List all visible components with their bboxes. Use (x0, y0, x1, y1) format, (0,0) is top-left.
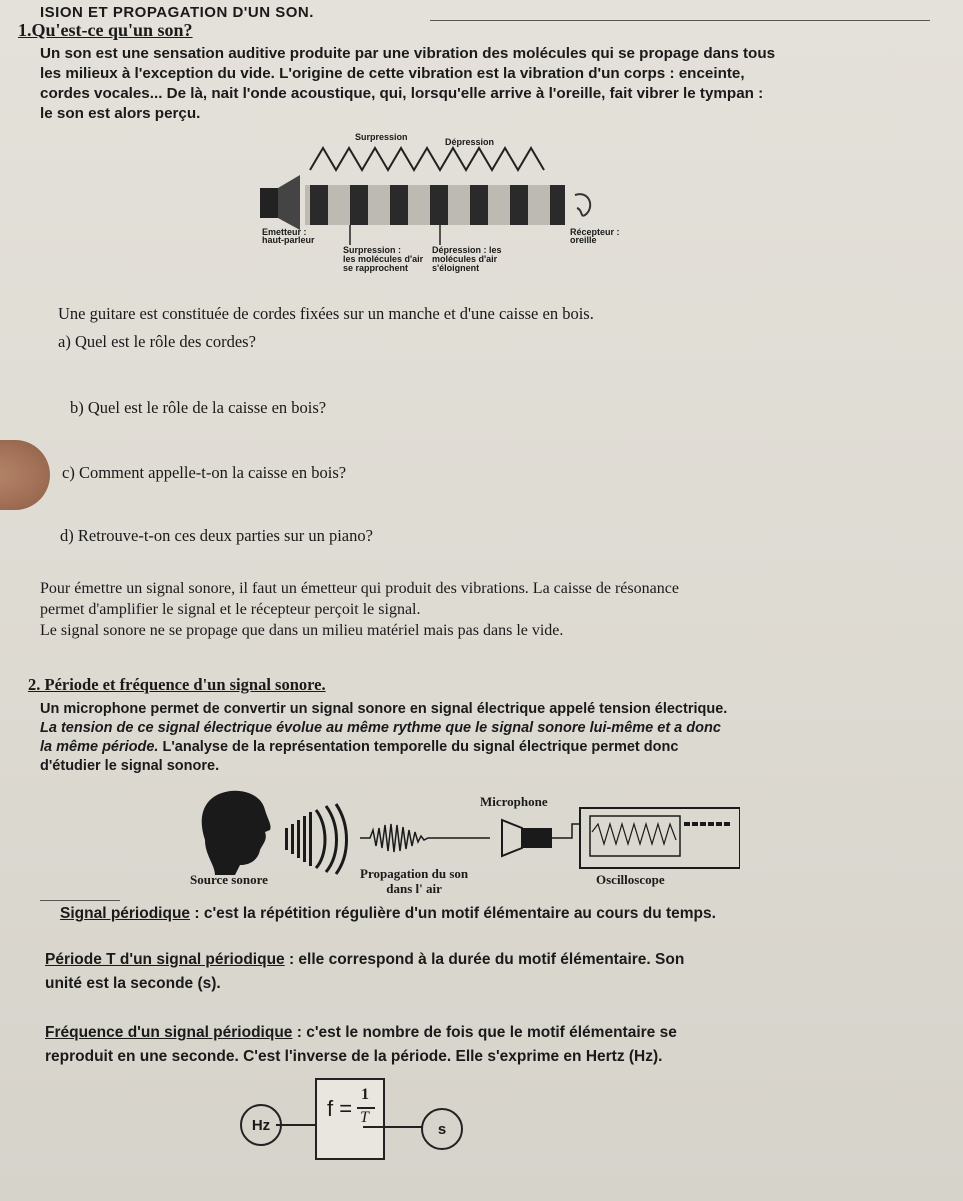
wave-line (310, 148, 544, 170)
label-oscilloscope: Oscilloscope (596, 872, 665, 887)
microphone-icon (502, 820, 522, 856)
question-c: c) Comment appelle-t-on la caisse en bois? (62, 463, 347, 482)
section1-summary (40, 578, 679, 641)
para-line-italic: La tension de ce signal électrique évolue au même rythme que le signal sonore lui-même et a donc (40, 720, 721, 736)
intro-line: cordes vocales... De là, nait l'onde acoustique, qui, lorsqu'elle arrive à l'oreille, fait vibrer le tympan : (40, 85, 764, 102)
intro-line: le son est alors perçu. (40, 105, 201, 122)
section1-heading: 1.Qu'est-ce qu'un son? (18, 20, 193, 40)
label-source: Source sonore (190, 872, 268, 887)
summary-line: Le signal sonore ne se propage que dans un milieu matériel mais pas dans le vide. (40, 622, 564, 639)
head-silhouette-icon (202, 791, 271, 875)
microphone-body (522, 828, 552, 848)
formula-box (315, 1078, 385, 1160)
oscilloscope-trace (592, 824, 676, 844)
oscilloscope-buttons (684, 822, 730, 826)
formula-denominator: T (360, 1109, 369, 1126)
propagation-wave (360, 824, 490, 852)
speaker-body (260, 188, 278, 218)
formula-lhs: f = (327, 1096, 353, 1121)
section2-heading: 2. Période et fréquence d'un signal sonore. (28, 675, 326, 694)
label-surpression-desc: Surpression : les molécules d'air se rapprochent (343, 245, 424, 273)
def-period: Période T d'un signal périodique : elle correspond à la durée du motif élémentaire. Son unité est la seconde (s). (45, 951, 685, 992)
microphone-cable (552, 824, 580, 838)
def-periodic-signal: Signal périodique : c'est la répétition régulière d'un motif élémentaire au cours du temps. (60, 905, 716, 922)
label-depression-desc: Dépression : les molécules d'air s'éloignent (432, 245, 502, 273)
para-line: d'étudier le signal sonore. (40, 758, 220, 774)
intro-line: Un son est une sensation auditive produite par une vibration des molécules qui se propage dans tous (40, 45, 776, 62)
page-header-title: ISION ET PROPAGATION D'UN SON. (40, 4, 314, 21)
def-frequency: Fréquence d'un signal périodique : c'est le nombre de fois que le motif élémentaire se reproduit en une seconde. C'est l'inverse de la période. Elle s'exprime en Hertz (Hz). (45, 1024, 677, 1065)
label-compression: Surpression (355, 132, 408, 142)
sound-bars-icon (285, 804, 347, 874)
para-line-mixed: la même période. L'analyse de la représentation temporelle du signal électrique permet donc (40, 739, 679, 755)
header-rule (430, 20, 930, 21)
intro-line: les milieux à l'exception du vide. L'origine de cette vibration est la vibration d'un corps : enceinte, (40, 65, 745, 82)
connector-left (276, 1124, 316, 1126)
connector-right (363, 1126, 423, 1128)
summary-line: Pour émettre un signal sonore, il faut un émetteur qui produit des vibrations. La caisse de résonance (40, 580, 679, 597)
label-receiver: Récepteur : oreille (570, 227, 620, 245)
label-depression: Dépression (445, 137, 495, 147)
question-a: a) Quel est le rôle des cordes? (58, 332, 256, 351)
question-d: d) Retrouve-t-on ces deux parties sur un piano? (60, 526, 373, 545)
label-microphone: Microphone (480, 794, 548, 809)
air-molecules-band (305, 185, 565, 225)
oscilloscope-icon (580, 808, 740, 868)
para-line: Un microphone permet de convertir un signal sonore en signal électrique appelé tension électrique. (40, 701, 728, 717)
ear-icon (575, 194, 590, 216)
summary-line: permet d'amplifier le signal et le récepteur perçoit le signal. (40, 601, 421, 618)
formula-numerator: 1 (361, 1086, 369, 1103)
divider (40, 900, 120, 901)
label-emitter: Emetteur : haut-parleur (262, 227, 315, 245)
speaker-cone-icon (278, 175, 300, 230)
unit-s-circle: s (421, 1108, 463, 1150)
unit-hz-circle: Hz (240, 1104, 282, 1146)
section2-paragraph (40, 700, 727, 776)
label-propagation: Propagation du son dans l' air (360, 866, 469, 896)
guitar-text: Une guitare est constituée de cordes fixées sur un manche et d'une caisse en bois. (58, 304, 594, 323)
section1-intro (40, 44, 775, 124)
question-b: b) Quel est le rôle de la caisse en bois? (70, 398, 327, 417)
